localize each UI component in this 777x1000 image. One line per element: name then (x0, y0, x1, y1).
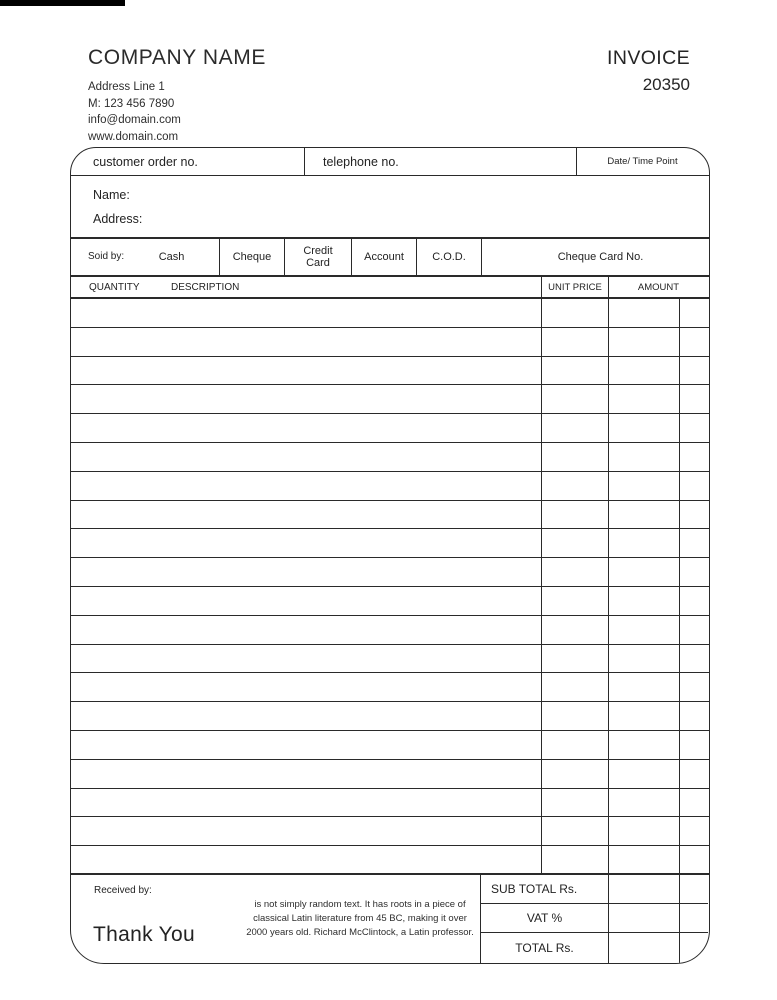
unit-price-header: UNIT PRICE (541, 277, 608, 297)
item-row (71, 472, 709, 501)
item-row (71, 789, 709, 818)
item-unit-price-cell (541, 529, 608, 557)
scan-artifact (0, 0, 125, 6)
vat-cents-cell (679, 904, 708, 932)
item-amount-cell (608, 616, 679, 644)
item-description-cell (71, 501, 541, 529)
amount-header: AMOUNT (608, 277, 708, 297)
total-label: TOTAL Rs. (515, 940, 574, 955)
item-amount-cell (608, 385, 679, 413)
item-amount-cell (608, 587, 679, 615)
item-amount-cents-cell (679, 645, 708, 673)
received-by-box (71, 875, 481, 963)
item-row (71, 760, 709, 789)
item-unit-price-cell (541, 443, 608, 471)
subtotal-row (481, 875, 708, 904)
payment-option-cod: C.O.D. (416, 239, 481, 275)
item-amount-cell (608, 472, 679, 500)
item-amount-cents-cell (679, 328, 708, 356)
payment-option-credit-card: Credit Card (284, 239, 351, 275)
item-description-cell (71, 328, 541, 356)
item-row (71, 443, 709, 472)
item-amount-cell (608, 414, 679, 442)
item-description-cell (71, 760, 541, 788)
item-amount-cell (608, 328, 679, 356)
item-row (71, 817, 709, 846)
total-cents-cell (679, 933, 708, 963)
item-amount-cell (608, 702, 679, 730)
item-amount-cents-cell (679, 789, 708, 817)
item-amount-cents-cell (679, 616, 708, 644)
vat-label: VAT % (526, 910, 563, 925)
item-row (71, 385, 709, 414)
items-table-header (71, 277, 709, 299)
item-unit-price-cell (541, 357, 608, 385)
item-amount-cell (608, 817, 679, 845)
item-amount-cents-cell (679, 414, 708, 442)
item-description-cell (71, 558, 541, 586)
item-unit-price-cell (541, 328, 608, 356)
subtotal-label: SUB TOTAL Rs. (491, 881, 578, 896)
cheque-card-no-field: Cheque Card No. (481, 239, 708, 275)
payment-option-cash: Cash (158, 251, 185, 263)
item-amount-cents-cell (679, 529, 708, 557)
footer-note: is not simply random text. It has roots in a piece of classical Latin literature from 45 BC, making it over 2000 years old. Richard McClintock, a Latin professor. (246, 898, 474, 938)
item-amount-cents-cell (679, 357, 708, 385)
item-amount-cents-cell (679, 558, 708, 586)
item-row (71, 357, 709, 386)
item-amount-cents-cell (679, 817, 708, 845)
item-amount-cell (608, 299, 679, 327)
total-row (481, 933, 708, 963)
item-unit-price-cell (541, 731, 608, 759)
item-amount-cell (608, 760, 679, 788)
item-description-cell (71, 472, 541, 500)
item-description-cell (71, 846, 541, 873)
item-unit-price-cell (541, 645, 608, 673)
item-unit-price-cell (541, 760, 608, 788)
item-amount-cell (608, 846, 679, 873)
item-description-cell (71, 299, 541, 327)
item-unit-price-cell (541, 385, 608, 413)
item-description-cell (71, 789, 541, 817)
item-row (71, 414, 709, 443)
quantity-description-header (71, 277, 541, 297)
item-description-cell (71, 529, 541, 557)
item-amount-cents-cell (679, 501, 708, 529)
items-body (71, 299, 709, 875)
customer-details-box (71, 176, 709, 239)
company-email: info@domain.com (88, 114, 181, 126)
item-amount-cell (608, 443, 679, 471)
item-unit-price-cell (541, 472, 608, 500)
total-value-cell (608, 933, 679, 963)
vat-value-cell (608, 904, 679, 932)
item-description-cell (71, 645, 541, 673)
item-unit-price-cell (541, 673, 608, 701)
item-description-cell (71, 817, 541, 845)
company-phone: M: 123 456 7890 (88, 97, 175, 110)
item-amount-cell (608, 558, 679, 586)
item-unit-price-cell (541, 846, 608, 873)
payment-option-cheque: Cheque (219, 239, 284, 275)
item-description-cell (71, 587, 541, 615)
invoice-form (70, 147, 710, 964)
item-unit-price-cell (541, 789, 608, 817)
item-unit-price-cell (541, 299, 608, 327)
item-amount-cents-cell (679, 299, 708, 327)
thank-you-text: Thank You (93, 923, 195, 946)
company-website: www.domain.com (88, 130, 179, 143)
item-amount-cell (608, 731, 679, 759)
item-row (71, 587, 709, 616)
item-row (71, 501, 709, 530)
order-header-row (71, 148, 709, 176)
item-row (71, 645, 709, 674)
item-description-cell (71, 616, 541, 644)
item-description-cell (71, 414, 541, 442)
item-row (71, 558, 709, 587)
company-name: COMPANY NAME (88, 46, 266, 69)
form-footer (71, 875, 709, 963)
invoice-title: INVOICE (607, 47, 690, 69)
item-description-cell (71, 702, 541, 730)
item-amount-cents-cell (679, 443, 708, 471)
customer-name-label: Name: (93, 187, 130, 202)
item-description-cell (71, 385, 541, 413)
description-header: DESCRIPTION (171, 281, 240, 293)
invoice-number: 20350 (642, 75, 690, 94)
totals-box (481, 875, 708, 963)
item-amount-cents-cell (679, 846, 708, 873)
company-address: Address Line 1 (88, 81, 165, 93)
sold-by-cash-cell (71, 239, 219, 275)
item-description-cell (71, 443, 541, 471)
item-unit-price-cell (541, 501, 608, 529)
item-description-cell (71, 673, 541, 701)
company-block (88, 46, 266, 145)
item-row (71, 846, 709, 875)
item-amount-cents-cell (679, 673, 708, 701)
item-unit-price-cell (541, 558, 608, 586)
item-amount-cents-cell (679, 702, 708, 730)
payment-option-account: Account (351, 239, 416, 275)
item-row (71, 299, 709, 328)
invoice-head (607, 47, 690, 95)
sold-by-row (71, 239, 709, 277)
item-description-cell (71, 731, 541, 759)
item-amount-cell (608, 357, 679, 385)
item-row (71, 731, 709, 760)
item-amount-cents-cell (679, 587, 708, 615)
item-unit-price-cell (541, 414, 608, 442)
item-amount-cell (608, 501, 679, 529)
vat-row (481, 904, 708, 933)
customer-address-label: Address: (93, 211, 143, 226)
item-unit-price-cell (541, 587, 608, 615)
telephone-no-field: telephone no. (304, 148, 576, 175)
sold-by-label: Soid by: (88, 251, 125, 262)
item-amount-cents-cell (679, 760, 708, 788)
item-amount-cents-cell (679, 385, 708, 413)
item-amount-cell (608, 789, 679, 817)
item-row (71, 529, 709, 558)
received-by-label: Received by: (94, 884, 152, 896)
item-row (71, 616, 709, 645)
item-row (71, 702, 709, 731)
customer-order-no-field: customer order no. (93, 154, 198, 169)
item-amount-cents-cell (679, 731, 708, 759)
item-amount-cell (608, 673, 679, 701)
item-unit-price-cell (541, 702, 608, 730)
item-unit-price-cell (541, 616, 608, 644)
item-amount-cell (608, 645, 679, 673)
subtotal-cents-cell (679, 875, 708, 903)
date-time-field: Date/ Time Point (576, 148, 708, 175)
item-description-cell (71, 357, 541, 385)
item-amount-cents-cell (679, 472, 708, 500)
item-amount-cell (608, 529, 679, 557)
quantity-header: QUANTITY (89, 281, 140, 293)
item-unit-price-cell (541, 817, 608, 845)
subtotal-value-cell (608, 875, 679, 903)
item-row (71, 328, 709, 357)
item-row (71, 673, 709, 702)
